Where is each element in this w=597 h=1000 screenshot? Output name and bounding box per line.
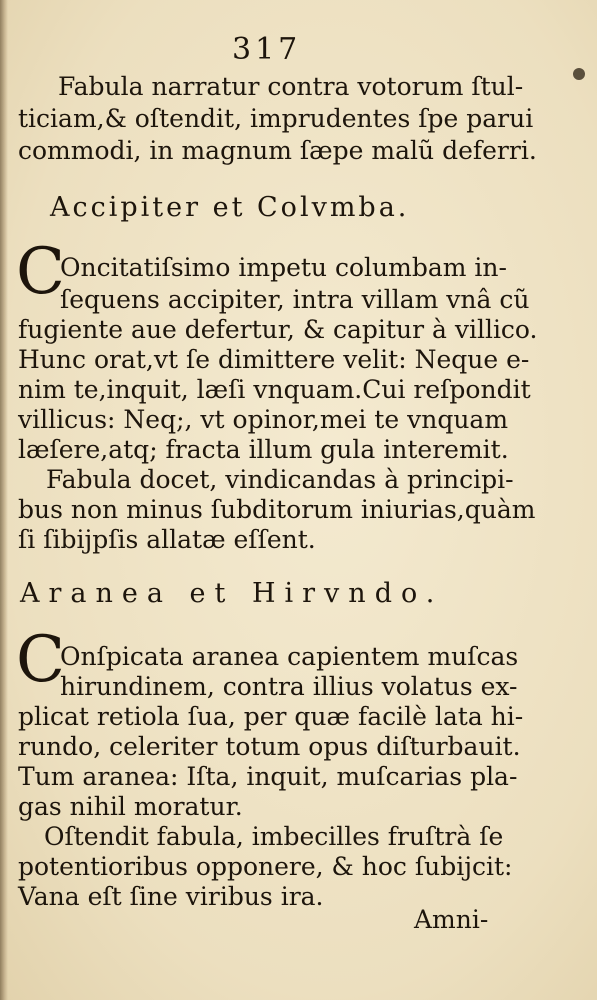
fable-text-line: gas nihil moratur. bbox=[18, 792, 243, 821]
intro-line: ticiam,& oſtendit, imprudentes ſpe parui bbox=[18, 104, 534, 133]
moral-line: ſi ſibijpſis allatæ eſſent. bbox=[18, 525, 316, 554]
page-gutter-shadow bbox=[0, 0, 8, 1000]
moral-line: Vana eſt ſine viribus ira. bbox=[18, 882, 324, 911]
moral-line: potentioribus opponere, & hoc ſubijcit: bbox=[18, 852, 513, 881]
moral-line: Fabula docet, vindicandas à principi- bbox=[46, 465, 514, 494]
fable-text-line: ſequens accipiter, intra villam vnâ cũ bbox=[60, 285, 530, 314]
fable-text-line: Hunc orat,vt ſe dimittere velit: Neque e- bbox=[18, 345, 530, 374]
fable-heading: Accipiter et Colvmba. bbox=[50, 192, 410, 223]
moral-line: Oſtendit fabula, imbecilles fruſtrà ſe bbox=[44, 822, 504, 851]
fable-text-line: nim te,inquit, læſi vnquam.Cui reſpondit bbox=[18, 375, 531, 404]
intro-line: Fabula narratur contra votorum ſtul- bbox=[58, 72, 524, 101]
fable-text-line: Onſpicata aranea capientem muſcas bbox=[60, 642, 519, 671]
fable-text-line: plicat retiola ſua, per quæ facilè lata hi- bbox=[18, 702, 524, 731]
fable-text-line: Tum aranea: Iſta, inquit, muſcarias pla- bbox=[18, 762, 518, 791]
fable-text-line: læſere,atq; fracta illum gula interemit. bbox=[18, 435, 509, 464]
fable-text-line: Oncitatiſsimo impetu columbam in- bbox=[60, 253, 507, 282]
drop-cap: C bbox=[16, 623, 65, 697]
fable-text-line: hirundinem, contra illius volatus ex- bbox=[60, 672, 518, 701]
drop-cap: C bbox=[16, 235, 65, 309]
catchword: Amni- bbox=[414, 905, 489, 934]
fable-text-line: rundo, celeriter totum opus diſturbauit. bbox=[18, 732, 521, 761]
moral-line: bus non minus ſubditorum iniurias,quàm bbox=[18, 495, 536, 524]
fable-text-line: fugiente aue defertur, & capitur à villico. bbox=[18, 315, 538, 344]
page-number: 317 bbox=[232, 32, 302, 67]
ink-blot bbox=[573, 68, 585, 80]
fable-heading: Aranea et Hirvndo. bbox=[20, 578, 444, 609]
intro-line: commodi, in magnum ſæpe malũ deferri. bbox=[18, 136, 537, 165]
fable-text-line: villicus: Neq;, vt opinor,mei te vnquam bbox=[18, 405, 509, 434]
